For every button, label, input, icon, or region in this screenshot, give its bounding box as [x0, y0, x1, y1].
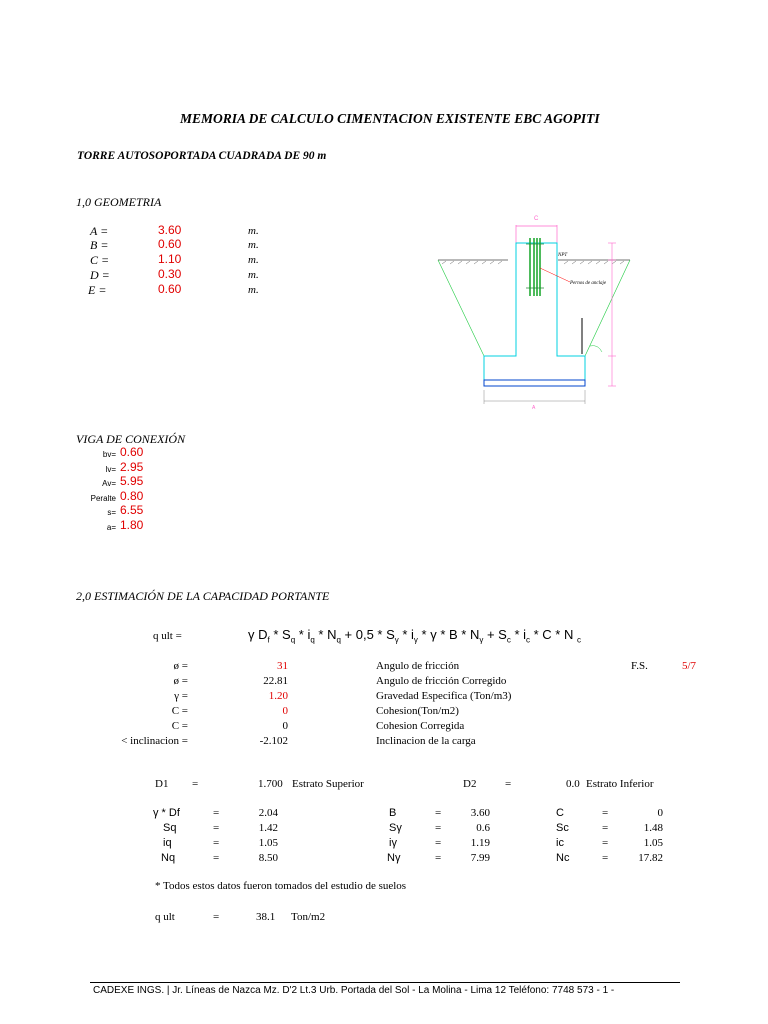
factor-value: 2.04	[258, 807, 278, 819]
factor-label: B	[389, 807, 397, 819]
npt-label: NPT	[558, 253, 568, 258]
viga-label: s=	[107, 508, 116, 517]
viga-label: a=	[106, 523, 116, 532]
param-value: 22.81	[263, 675, 288, 687]
factor-value: 1.05	[258, 837, 278, 849]
d1-eq: =	[192, 778, 199, 790]
factor-value: 1.05	[643, 837, 663, 849]
pernos-label: Pernos de anclaje	[570, 281, 607, 286]
viga-value: 0.80	[120, 489, 144, 503]
soil-study-note: * Todos estos datos fueron tomados del estudio de suelos	[155, 880, 407, 892]
geometry-label: E =	[88, 283, 107, 297]
factor-label: Nγ	[387, 852, 401, 864]
factor-eq: =	[435, 852, 442, 864]
document-subtitle: TORRE AUTOSOPORTADA CUADRADA DE 90 m	[77, 150, 327, 162]
geometry-label: A =	[90, 224, 109, 238]
param-value: 1.20	[268, 690, 288, 702]
factor-value: 1.42	[258, 822, 278, 834]
factor-label: Sc	[556, 822, 569, 834]
geometry-unit: m.	[248, 239, 259, 251]
geometry-value: 0.60	[158, 282, 182, 296]
d2-value: 0.0	[566, 778, 580, 790]
result-eq: =	[213, 911, 220, 923]
result-label: q ult	[155, 911, 175, 923]
factor-value: 8.50	[258, 852, 278, 864]
d1-desc: Estrato Superior	[292, 778, 364, 790]
viga-label: Peralte	[90, 494, 116, 503]
foundation-diagram	[430, 208, 640, 413]
factor-value: 1.48	[643, 822, 663, 834]
viga-value: 5.95	[120, 474, 144, 488]
viga-heading: VIGA DE CONEXIÓN	[76, 432, 186, 446]
factor-eq: =	[435, 822, 442, 834]
d2-desc: Estrato Inferior	[586, 778, 654, 790]
viga-label: lv=	[105, 465, 116, 474]
factor-eq: =	[602, 807, 609, 819]
geometry-value: 1.10	[158, 252, 182, 266]
qult-label: q ult =	[153, 630, 182, 642]
factor-label: iγ	[389, 837, 397, 849]
viga-value: 2.95	[120, 460, 144, 474]
factor-eq: =	[602, 852, 609, 864]
fs-value: 5/7	[682, 660, 697, 672]
param-desc: Gravedad Especifica (Ton/m3)	[376, 690, 512, 702]
page-footer: CADEXE INGS. | Jr. Líneas de Nazca Mz. D'2 Lt.3 Urb. Portada del Sol - La Molina - Lima 12 Teléfono: 7748 573 - 1 -	[93, 985, 615, 996]
svg-text:A: A	[532, 405, 536, 411]
capacity-heading: 2,0 ESTIMACIÓN DE LA CAPACIDAD PORTANTE	[76, 589, 330, 603]
param-label: γ =	[174, 690, 188, 702]
param-label: C =	[171, 705, 188, 717]
factor-label: γ * Df	[153, 807, 180, 819]
param-value: 0	[282, 705, 288, 717]
factor-value: 3.60	[470, 807, 490, 819]
geometry-unit: m.	[248, 284, 259, 296]
factor-label: Sq	[163, 822, 177, 834]
factor-label: iq	[163, 837, 172, 849]
factor-value: 0.6	[476, 822, 490, 834]
factor-eq: =	[213, 852, 220, 864]
geometry-unit: m.	[248, 269, 259, 281]
d1-label: D1	[155, 778, 169, 790]
viga-label: bv=	[102, 450, 116, 459]
param-desc: Cohesion Corregida	[376, 720, 465, 732]
param-label: < inclinacion =	[121, 735, 188, 747]
factor-eq: =	[213, 822, 220, 834]
factor-eq: =	[213, 807, 220, 819]
fs-label: F.S.	[631, 660, 648, 672]
param-value: -2.102	[259, 735, 288, 747]
param-desc: Angulo de fricción	[376, 660, 460, 672]
qult-formula: γ $D_f * S_q * i_q * N_q + 0,5 * S_\gamma * i_\gamma * \gamma * B * N_\gamma + S_c * i_c * C * N$ $_c$	[248, 627, 581, 645]
geometry-value: 0.30	[158, 267, 182, 281]
param-desc: Inclinacion de la carga	[376, 735, 476, 747]
geometry-label: B =	[90, 238, 109, 252]
d2-label: D2	[463, 778, 477, 790]
param-desc: Cohesion(Ton/m2)	[376, 705, 459, 717]
param-label: ø =	[173, 660, 188, 672]
factor-value: 17.82	[638, 852, 663, 864]
factor-value: 0	[657, 807, 663, 819]
geometry-value: 3.60	[158, 223, 182, 237]
param-value: 0	[282, 720, 288, 732]
geometry-label: C =	[90, 253, 110, 267]
result-value: 38.1	[256, 911, 276, 923]
geometry-unit: m.	[248, 254, 259, 266]
factor-eq: =	[435, 807, 442, 819]
factor-value: 7.99	[470, 852, 490, 864]
geometry-value: 0.60	[158, 237, 182, 251]
svg-text:C: C	[534, 216, 539, 222]
factor-eq: =	[435, 837, 442, 849]
d2-eq: =	[505, 778, 512, 790]
factor-eq: =	[602, 837, 609, 849]
factor-label: ic	[556, 837, 564, 849]
document-title: MEMORIA DE CALCULO CIMENTACION EXISTENTE EBC AGOPITI	[180, 111, 600, 126]
d1-value: 1.700	[258, 778, 283, 790]
geometry-unit: m.	[248, 225, 259, 237]
factor-label: C	[556, 807, 564, 819]
factor-value: 1.19	[470, 837, 490, 849]
geometry-label: D =	[90, 268, 110, 282]
factor-label: Sγ	[389, 822, 402, 834]
param-value: 31	[277, 660, 288, 672]
viga-label: Av=	[102, 479, 116, 488]
footer-divider	[90, 982, 680, 983]
viga-value: 0.60	[120, 445, 144, 459]
viga-value: 1.80	[120, 518, 144, 532]
param-desc: Angulo de fricción Corregido	[376, 675, 507, 687]
viga-value: 6.55	[120, 503, 144, 517]
param-label: C =	[171, 720, 188, 732]
factor-eq: =	[213, 837, 220, 849]
geometry-heading: 1,0 GEOMETRIA	[76, 195, 162, 209]
factor-label: Nc	[556, 852, 570, 864]
param-label: ø =	[173, 675, 188, 687]
result-unit: Ton/m2	[291, 911, 326, 923]
factor-label: Nq	[161, 852, 176, 864]
factor-eq: =	[602, 822, 609, 834]
